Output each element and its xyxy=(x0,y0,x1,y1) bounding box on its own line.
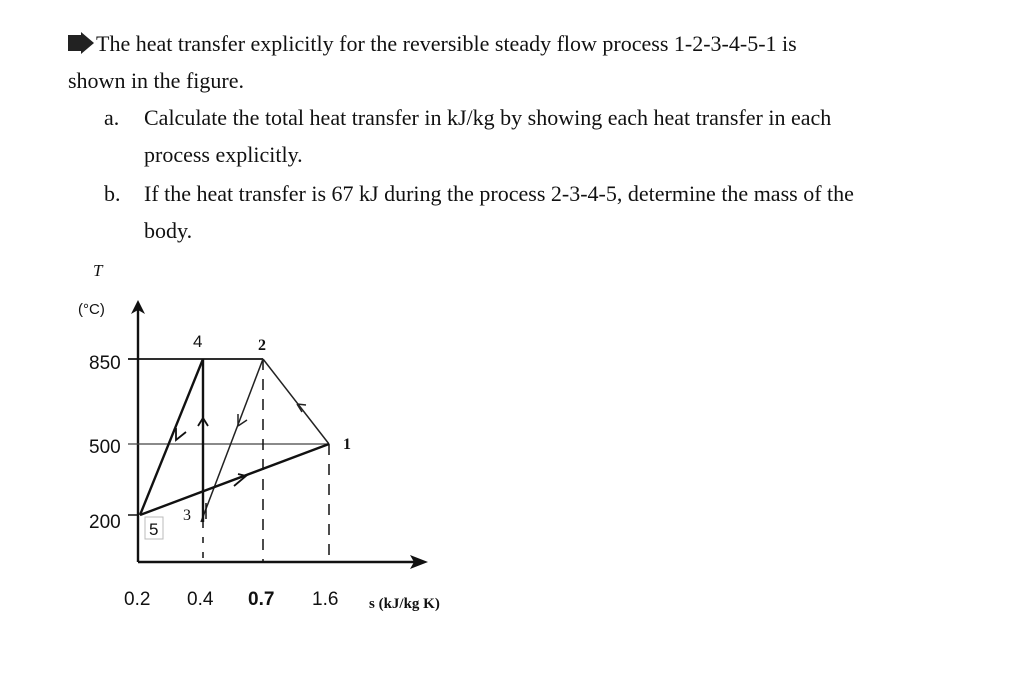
part-b-line1: If the heat transfer is 67 kJ during the process 2-3-4-5, determine the mass of the xyxy=(144,181,854,206)
question-intro-line2: shown in the figure. xyxy=(68,68,244,93)
y-tick-500: 500 xyxy=(89,437,121,458)
x-tick-0.4: 0.4 xyxy=(187,589,214,610)
point-label-2: 2 xyxy=(258,337,266,354)
point-label-3: 3 xyxy=(183,507,191,524)
process-2-3 xyxy=(201,359,263,522)
process-4-5 xyxy=(140,359,203,515)
process-5-1 xyxy=(140,444,329,515)
question-intro xyxy=(68,25,968,99)
part-b-marker: b. xyxy=(104,181,121,206)
y-axis-unit: (°C) xyxy=(78,301,105,318)
process-1-2 xyxy=(263,359,329,444)
arrow-4-5-icon xyxy=(176,428,186,440)
part-a-line1: Calculate the total heat transfer in kJ/kg by showing each heat transfer in each xyxy=(144,105,832,130)
ts-diagram xyxy=(0,250,520,630)
part-a-marker: a. xyxy=(104,105,120,130)
x-tick-0.7: 0.7 xyxy=(248,589,275,610)
x-axis-label: s (kJ/kg K) xyxy=(369,596,440,612)
point-label-4: 4 xyxy=(193,332,203,351)
part-a-line2: process explicitly. xyxy=(144,142,303,167)
y-tick-200: 200 xyxy=(89,512,121,533)
point-label-1: 1 xyxy=(343,436,351,453)
y-tick-850: 850 xyxy=(89,353,121,374)
part-b-line2: body. xyxy=(144,218,193,243)
x-tick-1.6: 1.6 xyxy=(312,589,339,610)
point-label-5: 5 xyxy=(149,520,159,539)
x-tick-0.2: 0.2 xyxy=(124,589,151,610)
y-axis-label: T xyxy=(93,261,103,280)
question-intro-line1: The heat transfer explicitly for the reversible steady flow process 1-2-3-4-5-1 is xyxy=(96,31,797,56)
arrow-bullet-icon xyxy=(68,32,94,54)
